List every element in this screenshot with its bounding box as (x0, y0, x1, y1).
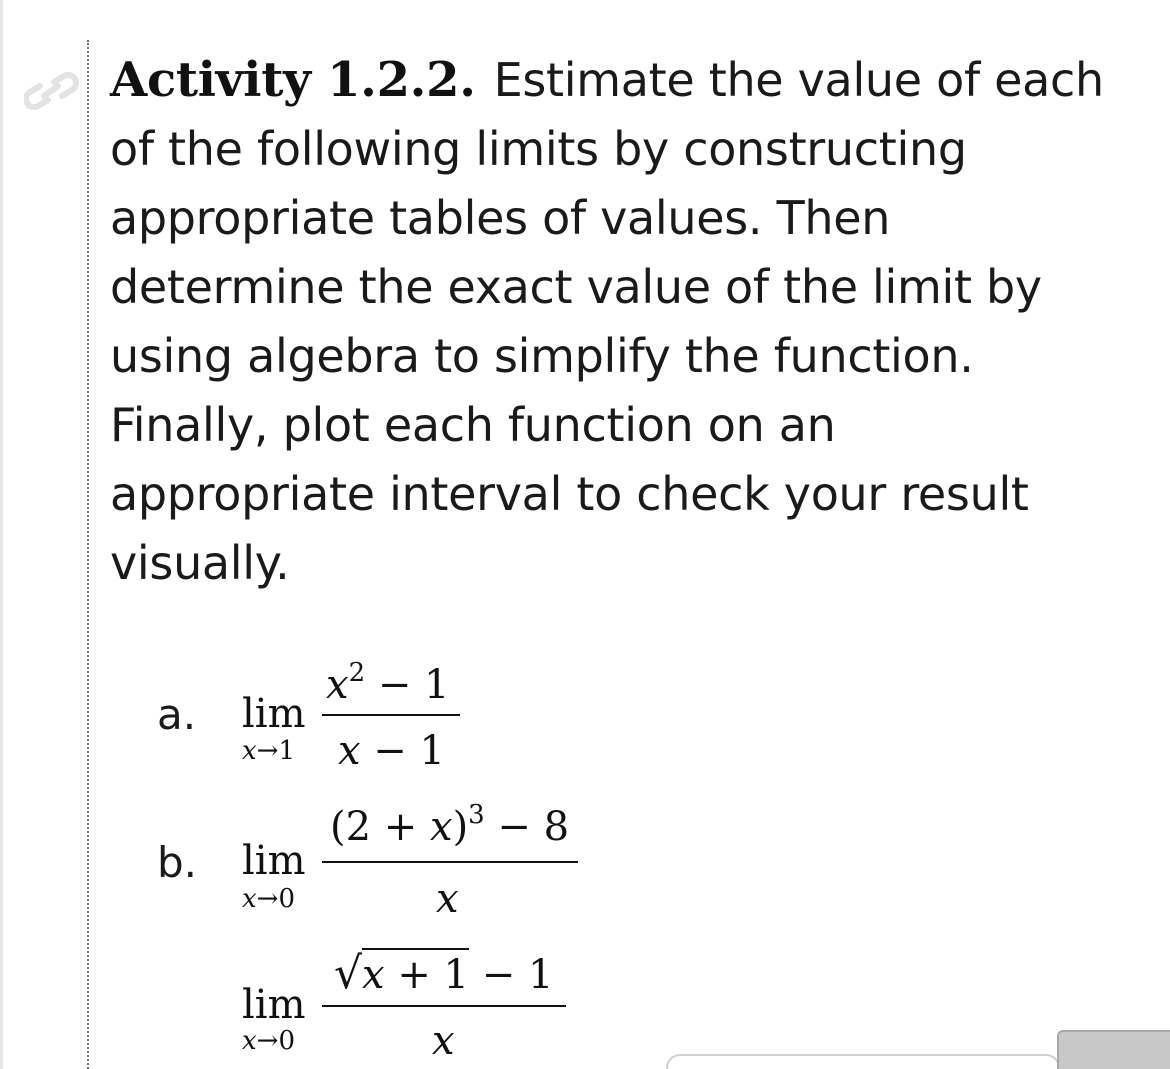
activity-text: Estimate the value of each of the following limits by constructing appropriate tables of values. Then determine the exact value of the limit by using algebra to simplify the function. Finally, plot each function on an appropriate interval to check your result visually. (110, 53, 1104, 590)
lim-operator: lim (242, 838, 306, 884)
approach-var: x (242, 884, 257, 914)
approach-var: x (242, 1026, 257, 1056)
lim-operator: lim (242, 982, 306, 1028)
numerator: $(2 + x)^3 - 8$ (330, 800, 570, 850)
activity-block (110, 46, 1110, 598)
approach-var: x (242, 736, 257, 766)
link-icon[interactable] (24, 72, 80, 112)
fraction-bar (322, 714, 460, 716)
denominator: x − 1 (338, 728, 445, 774)
lim-subscript: x→0 (242, 1026, 295, 1056)
denominator: x (432, 1018, 455, 1064)
bottom-input-box[interactable] (666, 1054, 1060, 1069)
section-border (87, 40, 89, 1069)
numerator: $x^2 - 1$ (326, 658, 450, 708)
denominator: x (436, 876, 459, 922)
lim-subscript: x→1 (242, 736, 295, 766)
lim-operator: lim (242, 691, 306, 737)
left-edge (0, 0, 3, 1069)
fraction-bar (322, 861, 578, 863)
item-label: b. (157, 838, 198, 887)
fraction-bar (322, 1005, 566, 1007)
item-label: a. (157, 690, 197, 739)
numerator: √x + 1 − 1 (334, 948, 554, 999)
activity-title: Activity 1.2.2. (110, 52, 476, 108)
lim-subscript: x→0 (242, 884, 295, 914)
activity-paragraph (110, 46, 1110, 598)
bottom-button[interactable] (1057, 1030, 1170, 1069)
